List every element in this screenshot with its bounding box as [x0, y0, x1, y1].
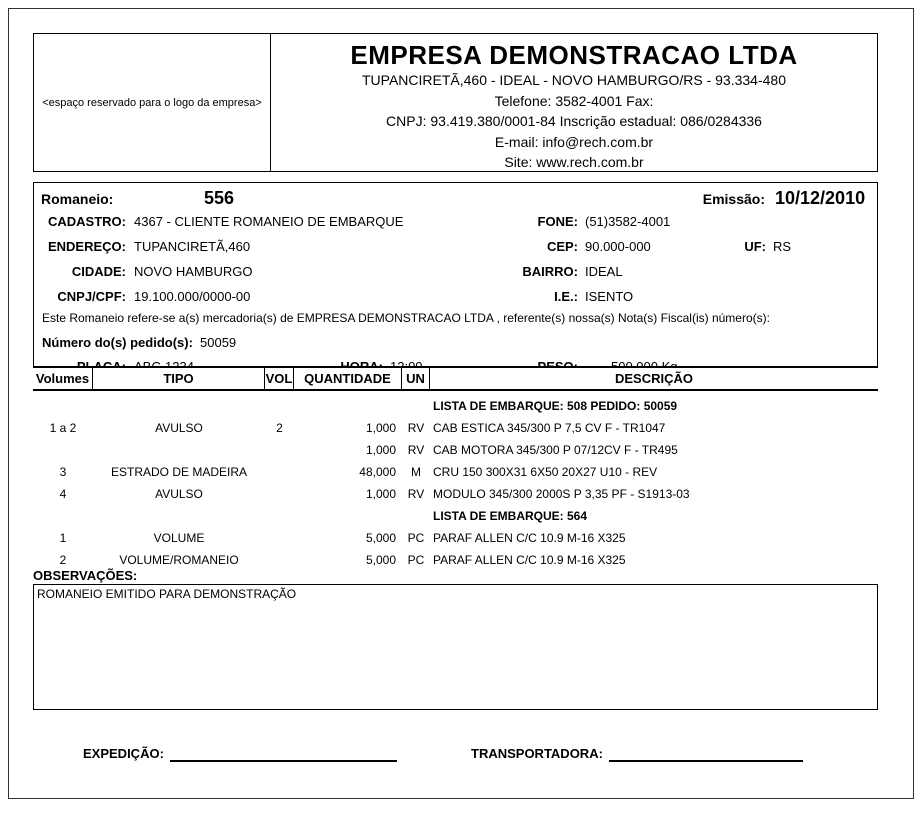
table-row: [33, 483, 878, 505]
cadastro-label: CADASTRO:: [48, 214, 126, 229]
table-group-header: [33, 395, 878, 417]
cell-quantidade: 5,000: [365, 531, 396, 545]
group-header-label: LISTA DE EMBARQUE: 564: [433, 509, 588, 523]
cell-volumes: 1: [59, 531, 67, 545]
cidade-label: CIDADE:: [71, 264, 126, 279]
cell-descricao: MODULO 345/300 2000S P 3,35 PF - S1913-03: [433, 487, 690, 501]
cell-vol: [265, 483, 294, 505]
cell-descricao: CRU 150 300X31 6X50 20X27 U10 - REV: [433, 465, 658, 479]
cell-un: PC: [407, 553, 425, 567]
company-header: [271, 34, 877, 171]
endereco-value: TUPANCIRETÃ,460: [134, 239, 251, 254]
cnpj-cpf-value: 19.100.000/0000-00: [134, 289, 251, 304]
pedidos-value: 50059: [200, 335, 237, 350]
cidade-row: [34, 264, 877, 283]
cell-tipo: VOLUME/ROMANEIO: [119, 553, 239, 567]
cell-un: M: [411, 465, 421, 479]
cell-vol: [265, 549, 294, 571]
observacoes-text: ROMANEIO EMITIDO PARA DEMONSTRAÇÃO: [37, 587, 297, 601]
cell-un: RV: [407, 421, 425, 435]
transportadora-signature: [471, 746, 803, 762]
logo-box: [34, 34, 271, 171]
cell-volumes: 3: [59, 465, 67, 479]
cell-volumes: [33, 439, 93, 461]
reference-row: [34, 311, 877, 330]
transportadora-signature-line: [609, 747, 803, 762]
cell-un: RV: [407, 487, 425, 501]
ie-label: I.E.:: [554, 289, 578, 304]
endereco-label: ENDEREÇO:: [47, 239, 126, 254]
column-header-volumes: Volumes: [33, 368, 93, 389]
bairro-label: BAIRRO:: [522, 264, 578, 279]
cep-value: 90.000-000: [585, 239, 651, 254]
romaneio-label: Romaneio:: [41, 191, 114, 207]
cell-tipo: AVULSO: [155, 421, 203, 435]
expedicao-signature-line: [170, 747, 397, 762]
cell-quantidade: 48,000: [359, 465, 396, 479]
cnpj-row: [34, 289, 877, 308]
reference-note: Este Romaneio refere-se a(s) mercadoria(s) de EMPRESA DEMONSTRACAO LTDA , referente(s) nossa(s) Nota(s) Fiscal(is) número(s):: [42, 311, 770, 325]
cell-volumes: 4: [59, 487, 67, 501]
column-header-quantidade: QUANTIDADE: [294, 368, 402, 389]
cell-descricao: PARAF ALLEN C/C 10.9 M-16 X325: [433, 553, 626, 567]
cell-un: RV: [407, 443, 425, 457]
cell-descricao: PARAF ALLEN C/C 10.9 M-16 X325: [433, 531, 626, 545]
cell-vol: [265, 439, 294, 461]
endereco-row: [34, 239, 877, 258]
cep-label: CEP:: [546, 239, 578, 254]
table-group-header: [33, 505, 878, 527]
company-email: E-mail: info@rech.com.br: [494, 133, 654, 150]
cadastro-row: [34, 214, 877, 233]
company-phone-fax: Telefone: 3582-4001 Fax:: [494, 92, 654, 109]
cell-tipo: AVULSO: [155, 487, 203, 501]
column-header-un: UN: [402, 368, 430, 389]
bairro-value: IDEAL: [585, 264, 623, 279]
cell-tipo: [93, 439, 265, 461]
uf-label: UF:: [744, 239, 766, 254]
fone-label: FONE:: [537, 214, 578, 229]
column-header-vol: VOL: [265, 368, 294, 389]
cell-volumes: 2: [59, 553, 67, 567]
ie-value: ISENTO: [585, 289, 634, 304]
cell-tipo: ESTRADO DE MADEIRA: [110, 465, 248, 479]
cell-quantidade: 1,000: [365, 443, 396, 457]
expedicao-signature: [83, 746, 397, 762]
cell-quantidade: 1,000: [365, 421, 396, 435]
expedicao-label: EXPEDIÇÃO:: [83, 746, 164, 761]
table-row: [33, 417, 878, 439]
cidade-value: NOVO HAMBURGO: [134, 264, 253, 279]
items-table-body: [33, 395, 878, 571]
company-site: Site: www.rech.com.br: [504, 154, 644, 170]
cell-quantidade: 1,000: [365, 487, 396, 501]
emissao-label: Emissão:: [702, 191, 765, 207]
group-header-label: LISTA DE EMBARQUE: 508 PEDIDO: 50059: [433, 399, 678, 413]
romaneio-number: 556: [204, 188, 235, 208]
pedidos-label: Número do(s) pedido(s):: [42, 335, 193, 350]
cell-quantidade: 5,000: [365, 553, 396, 567]
logo-placeholder-text: <espaço reservado para o logo da empresa>: [42, 96, 262, 109]
table-row: [33, 527, 878, 549]
company-cnpj-ie: CNPJ: 93.419.380/0001-84 Inscrição estadual: 086/0284336: [386, 113, 762, 129]
table-row: [33, 549, 878, 571]
company-address: TUPANCIRETÃ,460 - IDEAL - NOVO HAMBURGO/RS - 93.334-480: [361, 72, 786, 88]
observacoes-label: OBSERVAÇÕES:: [33, 568, 138, 583]
column-header-descricao: DESCRIÇÃO: [614, 371, 693, 386]
cell-descricao: CAB MOTORA 345/300 P 07/12CV F - TR495: [433, 443, 678, 457]
cell-vol: [265, 461, 294, 483]
company-header-box: [33, 33, 878, 172]
cell-vol: 2: [276, 421, 283, 435]
table-row: [33, 439, 878, 461]
company-name: EMPRESA DEMONSTRACAO LTDA: [350, 40, 798, 70]
cell-volumes: 1 a 2: [49, 421, 77, 435]
table-row: [33, 461, 878, 483]
observacoes-box: [33, 584, 878, 710]
emissao-date: 10/12/2010: [775, 188, 866, 208]
cadastro-value: 4367 - CLIENTE ROMANEIO DE EMBARQUE: [134, 214, 404, 229]
fone-value: (51)3582-4001: [585, 214, 671, 229]
romaneio-header-row: [34, 188, 877, 207]
cell-vol: [265, 527, 294, 549]
shipment-info-box: [33, 182, 878, 391]
cnpj-cpf-label: CNPJ/CPF:: [57, 289, 126, 304]
cell-descricao: CAB ESTICA 345/300 P 7,5 CV F - TR1047: [433, 421, 666, 435]
items-table-header: [33, 366, 878, 391]
pedidos-row: [34, 335, 877, 354]
uf-value: RS: [773, 239, 792, 254]
cell-tipo: VOLUME: [153, 531, 205, 545]
column-header-tipo: TIPO: [93, 368, 265, 389]
transportadora-label: TRANSPORTADORA:: [471, 746, 603, 761]
cell-un: PC: [407, 531, 425, 545]
